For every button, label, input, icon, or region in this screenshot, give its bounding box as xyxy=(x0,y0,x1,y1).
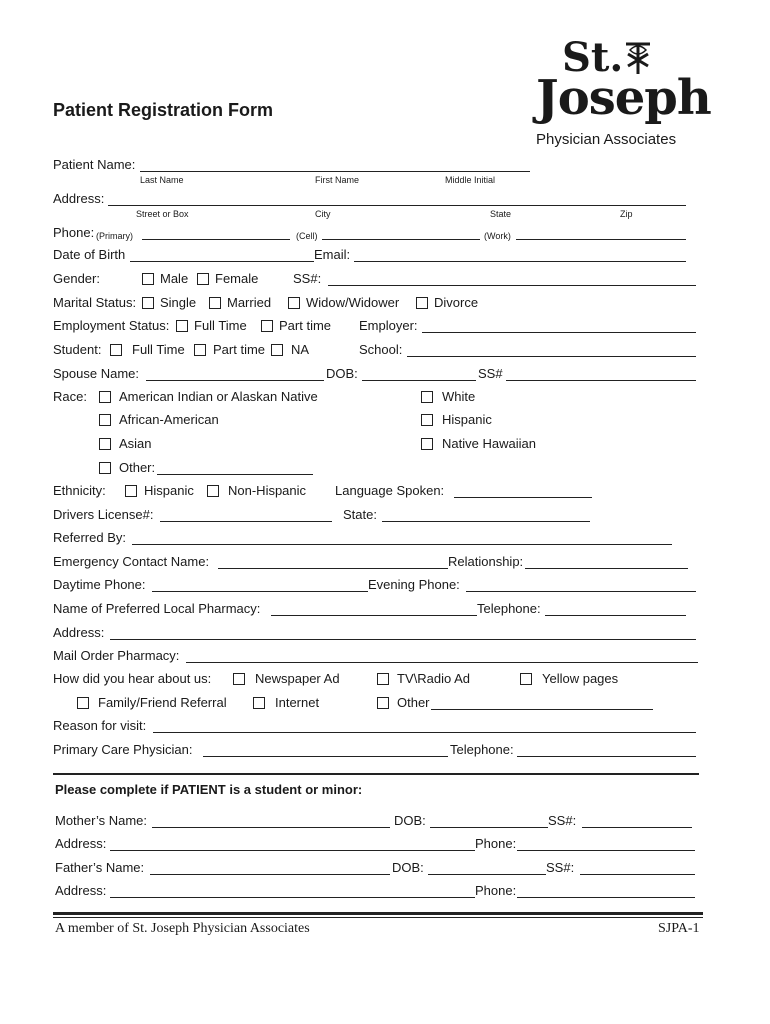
student-full-time-label: Full Time xyxy=(132,342,185,357)
marital-row xyxy=(0,295,770,315)
spouse-ss-field[interactable] xyxy=(506,380,696,381)
divorce-label: Divorce xyxy=(434,295,479,310)
gender-label: Gender: xyxy=(53,271,100,286)
female-label: Female xyxy=(215,271,259,286)
mother-dob-label: DOB: xyxy=(394,813,426,828)
father-phone-label: Phone: xyxy=(475,883,517,898)
family-checkbox[interactable] xyxy=(77,697,89,709)
ethnicity-row xyxy=(0,483,770,503)
daytime-field[interactable] xyxy=(152,591,368,592)
newspaper-checkbox[interactable] xyxy=(233,673,245,685)
phone-label: Phone: xyxy=(53,225,95,240)
primary-caption: (Primary) xyxy=(96,231,133,241)
mail-order-field[interactable] xyxy=(186,662,698,663)
father-address-label: Address: xyxy=(55,883,107,898)
address-field[interactable] xyxy=(108,205,686,206)
student-part-time-label: Part time xyxy=(213,342,266,357)
yellow-pages-checkbox[interactable] xyxy=(520,673,532,685)
race-afam-label: African-American xyxy=(119,412,219,427)
reason-row xyxy=(0,718,770,738)
language-label: Language Spoken: xyxy=(335,483,445,498)
father-address-row xyxy=(0,883,770,903)
referred-field[interactable] xyxy=(132,544,672,545)
primary-phone-field[interactable] xyxy=(142,239,290,240)
pcp-field[interactable] xyxy=(203,756,448,757)
student-row xyxy=(0,342,770,362)
work-phone-field[interactable] xyxy=(516,239,686,240)
footer-rule-thick xyxy=(53,912,703,915)
mother-name-field[interactable] xyxy=(152,827,390,828)
full-time-label: Full Time xyxy=(194,318,247,333)
spouse-ss-label: SS# xyxy=(478,366,503,381)
race-asian-checkbox[interactable] xyxy=(99,438,111,450)
street-caption: Street or Box xyxy=(136,209,189,219)
divorce-checkbox[interactable] xyxy=(416,297,428,309)
father-row xyxy=(0,860,770,880)
full-time-checkbox[interactable] xyxy=(176,320,188,332)
mother-row xyxy=(0,813,770,833)
drivers-label: Drivers License#: xyxy=(53,507,154,522)
logo-subtitle: Physician Associates xyxy=(536,131,677,148)
pharmacy-tel-label: Telephone: xyxy=(477,601,541,616)
internet-label: Internet xyxy=(275,695,320,710)
father-name-field[interactable] xyxy=(150,874,390,875)
drivers-field[interactable] xyxy=(160,521,332,522)
work-caption: (Work) xyxy=(484,231,511,241)
patient-name-field[interactable] xyxy=(140,171,530,172)
race-white-checkbox[interactable] xyxy=(421,391,433,403)
internet-checkbox[interactable] xyxy=(253,697,265,709)
phone-row xyxy=(0,225,770,245)
section-divider xyxy=(53,773,699,775)
eth-nonhispanic-checkbox[interactable] xyxy=(207,485,219,497)
st-joseph-logo xyxy=(536,34,711,136)
mail-order-row xyxy=(0,648,770,668)
family-label: Family/Friend Referral xyxy=(98,695,227,710)
language-field[interactable] xyxy=(454,497,592,498)
dob-label: Date of Birth xyxy=(53,247,126,262)
emergency-label: Emergency Contact Name: xyxy=(53,554,210,569)
race-nathaw-label: Native Hawaiian xyxy=(442,436,536,451)
race-white-label: White xyxy=(442,389,476,404)
evening-field[interactable] xyxy=(466,591,696,592)
first-name-caption: First Name xyxy=(315,175,360,185)
father-name-label: Father’s Name: xyxy=(55,860,145,875)
referred-label: Referred By: xyxy=(53,530,126,545)
race-other-field[interactable] xyxy=(157,474,313,475)
reason-label: Reason for visit: xyxy=(53,718,147,733)
tvradio-checkbox[interactable] xyxy=(377,673,389,685)
race-row-1 xyxy=(0,389,770,409)
pcp-tel-field[interactable] xyxy=(517,756,696,757)
widow-checkbox[interactable] xyxy=(288,297,300,309)
mother-ss-label: SS#: xyxy=(548,813,577,828)
relationship-field[interactable] xyxy=(525,568,688,569)
spouse-row xyxy=(0,366,770,386)
how-hear-row-1 xyxy=(0,671,770,691)
how-other-label: Other xyxy=(397,695,430,710)
last-name-caption: Last Name xyxy=(140,175,184,185)
employer-field[interactable] xyxy=(422,332,696,333)
married-label: Married xyxy=(227,295,272,310)
marital-label: Marital Status: xyxy=(53,295,137,310)
race-label: Race: xyxy=(53,389,87,404)
drivers-row xyxy=(0,507,770,527)
male-checkbox[interactable] xyxy=(142,273,154,285)
address-label: Address: xyxy=(53,191,105,206)
race-amind-checkbox[interactable] xyxy=(99,391,111,403)
school-field[interactable] xyxy=(407,356,696,357)
tvradio-label: TV\Radio Ad xyxy=(397,671,470,686)
pharmacy-address-field[interactable] xyxy=(110,639,696,640)
footer-member-text: A member of St. Joseph Physician Associates xyxy=(55,921,310,936)
yellow-pages-label: Yellow pages xyxy=(542,671,619,686)
spouse-dob-field[interactable] xyxy=(362,380,476,381)
student-label: Student: xyxy=(53,342,102,357)
spouse-name-label: Spouse Name: xyxy=(53,366,139,381)
footer-form-code: SJPA-1 xyxy=(658,921,700,936)
eth-hispanic-checkbox[interactable] xyxy=(125,485,137,497)
emergency-name-field[interactable] xyxy=(218,568,448,569)
pharmacy-row xyxy=(0,601,770,621)
how-other-field[interactable] xyxy=(431,709,653,710)
mother-ss-field[interactable] xyxy=(582,827,692,828)
eth-hispanic-label: Hispanic xyxy=(144,483,194,498)
single-label: Single xyxy=(160,295,197,310)
how-other-checkbox[interactable] xyxy=(377,697,389,709)
mother-phone-field[interactable] xyxy=(517,850,695,851)
spouse-name-field[interactable] xyxy=(146,380,324,381)
relationship-label: Relationship: xyxy=(448,554,524,569)
newspaper-label: Newspaper Ad xyxy=(255,671,340,686)
mail-order-label: Mail Order Pharmacy: xyxy=(53,648,180,663)
ss-label: SS#: xyxy=(293,271,322,286)
father-ss-field[interactable] xyxy=(580,874,695,875)
daytime-row xyxy=(0,577,770,597)
logo-line-st: St. xyxy=(562,34,624,81)
student-na-label: NA xyxy=(291,342,310,357)
race-hisp-label: Hispanic xyxy=(442,412,492,427)
patient-name-label: Patient Name: xyxy=(53,157,136,172)
pharmacy-field[interactable] xyxy=(271,615,477,616)
minor-section-title: Please complete if PATIENT is a student or minor: xyxy=(55,782,363,797)
reason-field[interactable] xyxy=(153,732,696,733)
pharmacy-tel-field[interactable] xyxy=(545,615,686,616)
pharmacy-address-row xyxy=(0,625,770,645)
race-amind-label: American Indian or Alaskan Native xyxy=(119,389,318,404)
student-na-checkbox[interactable] xyxy=(271,344,283,356)
pcp-tel-label: Telephone: xyxy=(450,742,514,757)
race-other-checkbox[interactable] xyxy=(99,462,111,474)
race-row-2 xyxy=(0,412,770,432)
employment-row xyxy=(0,318,770,338)
female-checkbox[interactable] xyxy=(197,273,209,285)
race-nathaw-checkbox[interactable] xyxy=(421,438,433,450)
employer-label: Employer: xyxy=(359,318,418,333)
state-caption: State xyxy=(490,209,512,219)
logo-line-joseph: Joseph xyxy=(536,70,711,126)
state-field[interactable] xyxy=(382,521,590,522)
race-row-4 xyxy=(0,460,770,480)
father-dob-field[interactable] xyxy=(428,874,546,875)
form-title: Patient Registration Form xyxy=(53,100,274,120)
evening-label: Evening Phone: xyxy=(368,577,460,592)
widow-label: Widow/Widower xyxy=(306,295,400,310)
mother-address-field[interactable] xyxy=(110,850,475,851)
pcp-label: Primary Care Physician: xyxy=(53,742,193,757)
student-part-time-checkbox[interactable] xyxy=(194,344,206,356)
male-label: Male xyxy=(160,271,189,286)
dob-field[interactable] xyxy=(130,261,314,262)
father-dob-label: DOB: xyxy=(392,860,424,875)
race-asian-label: Asian xyxy=(119,436,152,451)
school-label: School: xyxy=(359,342,403,357)
race-other-label: Other: xyxy=(119,460,156,475)
married-checkbox[interactable] xyxy=(209,297,221,309)
spouse-dob-label: DOB: xyxy=(326,366,358,381)
gender-row xyxy=(0,271,770,291)
cell-caption: (Cell) xyxy=(296,231,318,241)
patient-name-row xyxy=(0,157,770,185)
emergency-row xyxy=(0,554,770,574)
employment-label: Employment Status: xyxy=(53,318,170,333)
part-time-checkbox[interactable] xyxy=(261,320,273,332)
referred-row xyxy=(0,530,770,550)
city-caption: City xyxy=(315,209,331,219)
footer-rule-thin xyxy=(53,917,703,918)
part-time-label: Part time xyxy=(279,318,332,333)
how-hear-label: How did you hear about us: xyxy=(53,671,212,686)
single-checkbox[interactable] xyxy=(142,297,154,309)
father-phone-field[interactable] xyxy=(517,897,695,898)
state-label: State: xyxy=(343,507,377,522)
zip-caption: Zip xyxy=(620,209,633,219)
email-field[interactable] xyxy=(354,261,686,262)
mother-address-row xyxy=(0,836,770,856)
pharmacy-address-label: Address: xyxy=(53,625,105,640)
mother-dob-field[interactable] xyxy=(430,827,548,828)
daytime-label: Daytime Phone: xyxy=(53,577,146,592)
email-label: Email: xyxy=(314,247,351,262)
address-row xyxy=(0,191,770,219)
pcp-row xyxy=(0,742,770,762)
ss-field[interactable] xyxy=(328,285,696,286)
pharmacy-label: Name of Preferred Local Pharmacy: xyxy=(53,601,261,616)
race-hisp-checkbox[interactable] xyxy=(421,414,433,426)
mother-phone-label: Phone: xyxy=(475,836,517,851)
father-ss-label: SS#: xyxy=(546,860,575,875)
ethnicity-label: Ethnicity: xyxy=(53,483,106,498)
mother-address-label: Address: xyxy=(55,836,107,851)
middle-initial-caption: Middle Initial xyxy=(445,175,496,185)
cell-phone-field[interactable] xyxy=(322,239,480,240)
race-afam-checkbox[interactable] xyxy=(99,414,111,426)
father-address-field[interactable] xyxy=(110,897,475,898)
eth-nonhispanic-label: Non-Hispanic xyxy=(228,483,307,498)
dob-email-row xyxy=(0,247,770,267)
how-hear-row-2 xyxy=(0,695,770,715)
student-full-time-checkbox[interactable] xyxy=(110,344,122,356)
mother-name-label: Mother’s Name: xyxy=(55,813,147,828)
race-row-3 xyxy=(0,436,770,456)
